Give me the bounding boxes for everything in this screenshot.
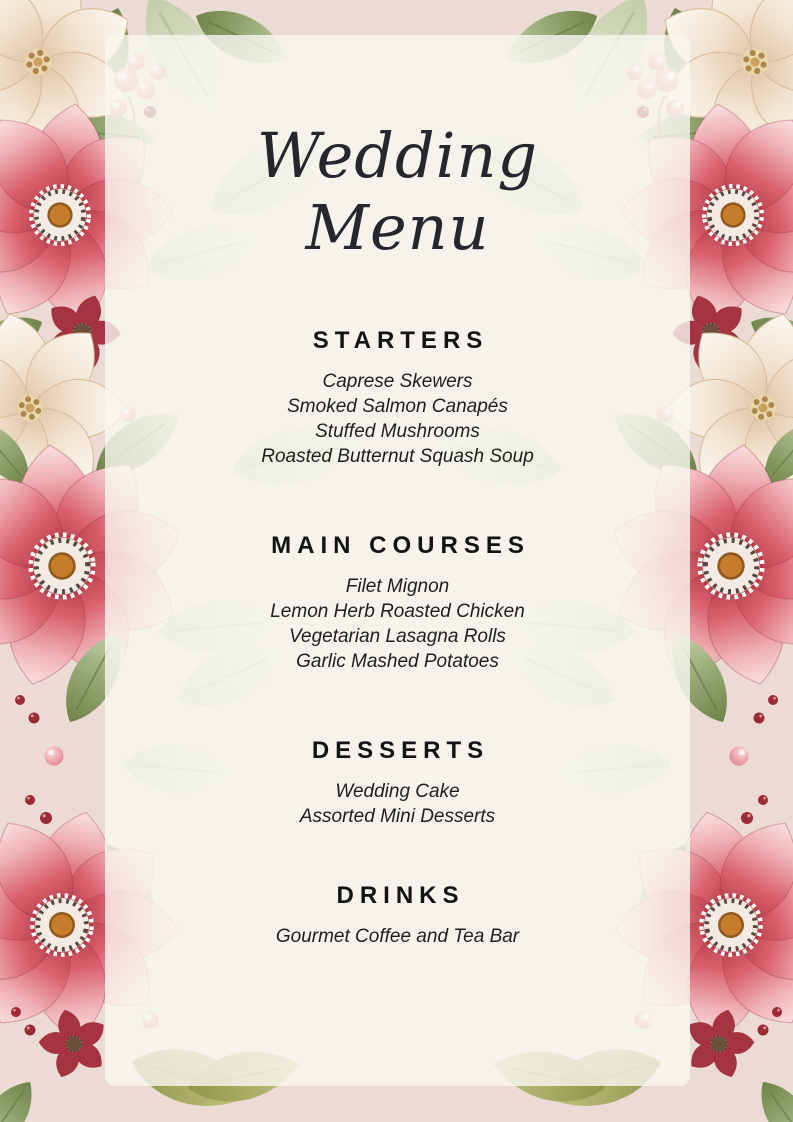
menu-section-drinks [105,881,690,949]
menu-item: Caprese Skewers [322,371,473,392]
menu-section-desserts [105,736,690,829]
section-heading-desserts: DESSERTS [311,737,490,764]
menu-item: Smoked Salmon Canapés [287,396,508,417]
menu-item: Garlic Mashed Potatoes [296,651,499,672]
starters-items [105,369,690,469]
menu-panel [105,35,690,1086]
section-heading-starters: STARTERS [312,327,489,354]
drinks-items [105,924,690,949]
menu-item: Gourmet Coffee and Tea Bar [275,926,520,947]
menu-title-line1: Wedding [256,119,539,192]
desserts-items [105,779,690,829]
menu-item: Roasted Butternut Squash Soup [261,446,534,467]
section-heading-drinks: DRINKS [336,882,465,909]
main-courses-items [105,574,690,674]
menu-item: Lemon Herb Roasted Chicken [270,601,525,622]
menu-item: Vegetarian Lasagna Rolls [289,626,506,647]
menu-title [105,120,690,264]
section-heading-main-courses: MAIN COURSES [271,532,530,559]
menu-item: Filet Mignon [345,576,450,597]
menu-section-starters [105,326,690,469]
menu-item: Wedding Cake [335,781,460,802]
menu-section-main-courses [105,531,690,674]
menu-item: Assorted Mini Desserts [299,806,496,827]
menu-title-line2: Menu [305,191,490,264]
menu-item: Stuffed Mushrooms [315,421,480,442]
